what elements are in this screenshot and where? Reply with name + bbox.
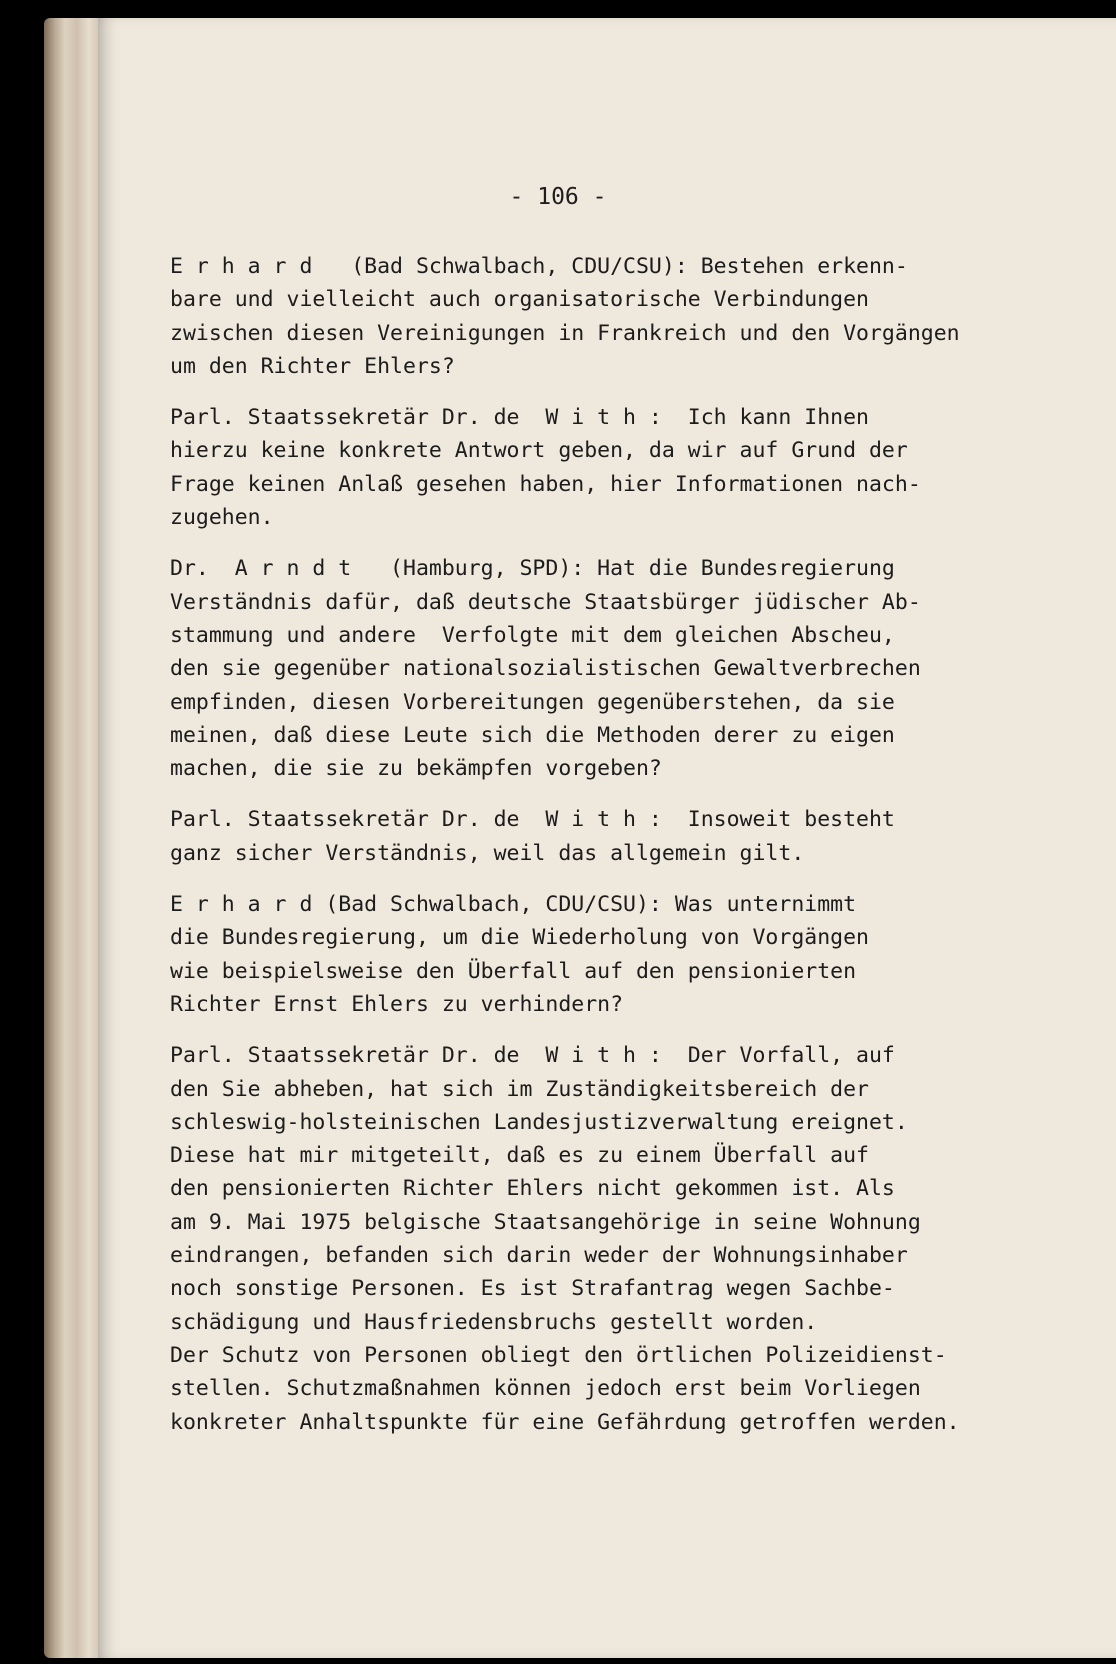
text-line: noch sonstige Personen. Es ist Strafantrag wegen Sachbe-: [170, 1276, 895, 1302]
text-line: zugehen.: [170, 505, 274, 531]
book-page-edges: [44, 18, 104, 1658]
text-line: Parl. Staatssekretär Dr. de W i t h : Ich kann Ihnen: [170, 405, 869, 431]
text-line: hierzu keine konkrete Antwort geben, da wir auf Grund der: [170, 438, 908, 464]
transcript-body: [170, 250, 1050, 1457]
text-line: am 9. Mai 1975 belgische Staatsangehörige in seine Wohnung: [170, 1209, 921, 1235]
text-line: wie beispielsweise den Überfall auf den pensionierten: [170, 958, 857, 984]
text-line: Frage keinen Anlaß gesehen haben, hier Informationen nach-: [170, 471, 921, 497]
text-line: ganz sicher Verständnis, weil das allgemein gilt.: [170, 840, 805, 866]
paragraph-answer-de-with-2: [170, 803, 1050, 870]
text-line: stellen. Schutzmaßnahmen können jedoch erst beim Vorliegen: [170, 1376, 921, 1402]
text-line: die Bundesregierung, um die Wiederholung von Vorgängen: [170, 925, 869, 951]
text-line: konkreter Anhaltspunkte für eine Gefährdung getroffen werden.: [170, 1409, 960, 1435]
text-line: zwischen diesen Vereinigungen in Frankreich und den Vorgängen: [170, 320, 960, 346]
text-line: schleswig-holsteinischen Landesjustizverwaltung ereignet.: [170, 1109, 908, 1135]
text-line: E r h a r d (Bad Schwalbach, CDU/CSU): Was unternimmt: [170, 892, 857, 918]
text-line: bare und vielleicht auch organisatorische Verbindungen: [170, 287, 869, 313]
text-line: Dr. A r n d t (Hamburg, SPD): Hat die Bundesregierung: [170, 556, 895, 582]
page-number: - 106 -: [509, 184, 607, 210]
text-line: den sie gegenüber nationalsozialistischen Gewaltverbrechen: [170, 656, 921, 682]
paragraph-question-arndt: [170, 552, 1050, 785]
paragraph-question-erhard-1: [170, 250, 1050, 383]
text-line: Richter Ernst Ehlers zu verhindern?: [170, 991, 624, 1017]
text-line: schädigung und Hausfriedensbruchs gestellt worden.: [170, 1309, 818, 1335]
text-line: machen, die sie zu bekämpfen vorgeben?: [170, 756, 662, 782]
text-line: den Sie abheben, hat sich im Zuständigkeitsbereich der: [170, 1076, 869, 1102]
paragraph-question-erhard-2: [170, 888, 1050, 1021]
text-line: den pensionierten Richter Ehlers nicht gekommen ist. Als: [170, 1176, 895, 1202]
text-line: Der Schutz von Personen obliegt den örtlichen Polizeidienst-: [170, 1342, 947, 1368]
text-line: eindrangen, befanden sich darin weder der Wohnungsinhaber: [170, 1243, 908, 1269]
text-line: Verständnis dafür, daß deutsche Staatsbürger jüdischer Ab-: [170, 589, 921, 615]
text-line: E r h a r d (Bad Schwalbach, CDU/CSU): Bestehen erkenn-: [170, 254, 908, 279]
text-line: Parl. Staatssekretär Dr. de W i t h : Der Vorfall, auf: [170, 1043, 895, 1069]
text-line: um den Richter Ehlers?: [170, 353, 455, 379]
text-line: meinen, daß diese Leute sich die Methoden derer zu eigen: [170, 722, 895, 748]
text-line: Diese hat mir mitgeteilt, daß es zu einem Überfall auf: [170, 1143, 869, 1169]
text-line: Parl. Staatssekretär Dr. de W i t h : Insoweit besteht: [170, 807, 895, 833]
paragraph-answer-de-with-1: [170, 401, 1050, 534]
text-line: stammung und andere Verfolgte mit dem gleichen Abscheu,: [170, 622, 895, 648]
text-line: empfinden, diesen Vorbereitungen gegenüberstehen, da sie: [170, 689, 895, 715]
paragraph-answer-de-with-3: [170, 1039, 1050, 1439]
